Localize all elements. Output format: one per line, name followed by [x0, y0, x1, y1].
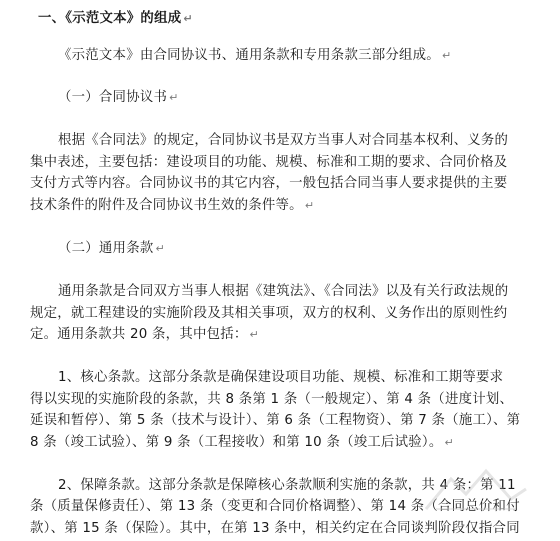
document-line: [30, 412, 520, 430]
paragraph-mark-icon: ↵: [249, 328, 259, 341]
document-line: [30, 154, 507, 172]
document-line: [30, 197, 314, 215]
line-text: 根据《合同法》的规定，合同协议书是双方当事人对合同基本权利、义务的: [58, 133, 509, 148]
paragraph-mark-icon: ↵: [183, 12, 193, 25]
document-line: [30, 434, 454, 452]
document-line: [58, 47, 451, 65]
line-text: 延误和暂停）、第 5 条（技术与设计）、第 6 条（工程物资）、第 7 条（施工）、第: [30, 413, 521, 428]
line-text: 8 条（竣工试验）、第 9 条（工程接收）和第 10 条（竣工后试验）。: [30, 435, 443, 450]
document-line: [30, 326, 259, 344]
document-line: [30, 175, 507, 193]
line-text: 2、保障条款。这部分条款是保障核心条款顺利实施的条款，共 4 条：第 11: [58, 478, 516, 493]
document-line: [58, 283, 508, 301]
document-line: [30, 520, 520, 538]
section-heading: [38, 10, 193, 28]
line-text: 集中表述，主要包括：建设项目的功能、规模、标准和工期的要求、合同价格及: [30, 155, 508, 170]
watermark-logo-icon: [406, 459, 546, 519]
line-text: 规定，就工程建设的实施阶段及其相关事项，双方的权利、义务作出的原则性约: [30, 306, 508, 321]
paragraph-mark-icon: ↵: [304, 199, 315, 212]
paragraph-mark-icon: ↵: [444, 436, 454, 449]
paragraph-mark-icon: ↵: [441, 49, 452, 62]
line-text: 款）、第 15 条（保险）。其中，在第 13 条中，相关约定在合同谈判阶段仅指合同: [30, 521, 520, 536]
line-text: 支付方式等内容。合同协议书的其它内容，一般包括合同当事人要求提供的主要: [30, 176, 508, 191]
line-text: （二）通用条款: [58, 241, 154, 256]
line-text: 《示范文本》由合同协议书、通用条款和专用条款三部分组成。: [58, 48, 440, 63]
document-line: [58, 89, 179, 107]
document-line: [30, 305, 507, 323]
line-text: 技术条件的附件及合同协议书生效的条件等。: [30, 198, 303, 213]
line-text: 条（质量保修责任）、第 13 条（变更和合同价格调整）、第 14 条（合同总价和付: [30, 499, 520, 514]
line-text: 定。通用条款共 20 条，其中包括：: [30, 327, 248, 342]
line-text: 通用条款是合同双方当事人根据《建筑法》、《合同法》以及有关行政法规的: [58, 284, 509, 299]
document-line: [58, 132, 508, 150]
line-text: 得以实现的实施阶段的条款，共 8 条第 1 条（一般规定）、第 4 条（进度计划、: [30, 392, 514, 407]
document-line: [58, 369, 503, 387]
document-line: [30, 391, 513, 409]
paragraph-mark-icon: ↵: [155, 242, 165, 255]
line-text: （一）合同协议书: [58, 90, 168, 105]
paragraph-mark-icon: ↵: [169, 91, 179, 104]
line-text: 一、《示范文本》的组成: [38, 11, 182, 26]
line-text: 1、核心条款。这部分条款是确保建设项目功能、规模、标准和工期等要求: [58, 370, 504, 385]
document-line: [58, 240, 165, 258]
